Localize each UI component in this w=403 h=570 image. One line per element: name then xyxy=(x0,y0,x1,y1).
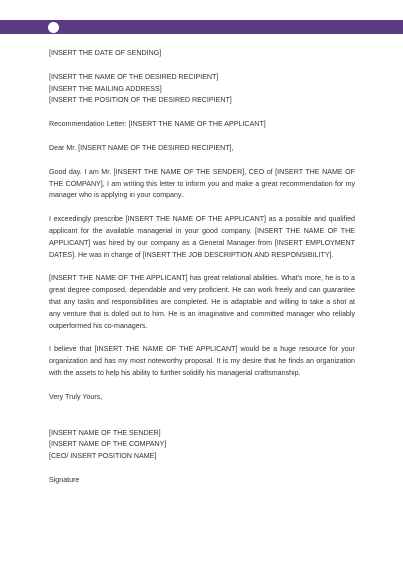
sender-company: [INSERT NAME OF THE COMPANY] xyxy=(49,440,167,449)
sender-name: [INSERT NAME OF THE SENDER] xyxy=(49,428,161,437)
header-dot-icon xyxy=(48,22,59,33)
recipient-name: [INSERT THE NAME OF THE DESIRED RECIPIENT] xyxy=(49,72,219,81)
closing-line: Very Truly Yours, xyxy=(49,392,103,401)
recipient-position: [INSERT THE POSITION OF THE DESIRED RECIPIENT] xyxy=(49,96,232,105)
header-bar xyxy=(0,20,403,34)
recipient-address: [INSERT THE MAILING ADDRESS] xyxy=(49,84,162,93)
date-line: [INSERT THE DATE OF SENDING] xyxy=(49,49,162,57)
paragraph-1: Good day. I am Mr. [INSERT THE NAME OF THE SENDER], CEO of [INSERT THE NAME OF THE COMPANY], I am writing this letter to inform you and make a great recommendation for my manager who is applying in your company.. xyxy=(49,167,355,200)
signature-line: Signature xyxy=(49,475,80,484)
sender-position: [CEO/ INSERT POSITION NAME] xyxy=(49,452,157,461)
paragraph-4: I believe that [INSERT THE NAME OF THE APPLICANT] would be a huge resource for your organization and has my most noteworthy proposal. It is my desire that he finds an organization with the assets to help his ability to further solidify his managerial craftsmanship. xyxy=(49,345,355,377)
letter-body xyxy=(49,48,355,487)
paragraph-3: [INSERT THE NAME OF THE APPLICANT] has great relational abilities. What's more, he is to a great degree composed, dependable and very proficient. He can work freely and can guarantee that any tasks and responsibilities are completed. He is adaptable and willing to take a shot at any venture that is doled out to him. He is an imaginative and committed manager who reliably outperformed his co-managers. xyxy=(49,274,355,330)
subject-line: Recommendation Letter: [INSERT THE NAME OF THE APPLICANT] xyxy=(49,120,266,129)
salutation: Dear Mr. [INSERT NAME OF THE DESIRED RECIPIENT], xyxy=(49,143,234,152)
paragraph-2: I exceedingly prescribe [INSERT THE NAME OF THE APPLICANT] as a possible and qualified applicant for the available managerial in your good company. [INSERT THE NAME OF THE APPLICANT] was hired by our company as a General Manager from [INSERT EMPLOYMENT DATES]. He was in charge of [INSERT THE JOB DESCRIPTION AND RESPONSIBILITY]. xyxy=(49,215,355,259)
